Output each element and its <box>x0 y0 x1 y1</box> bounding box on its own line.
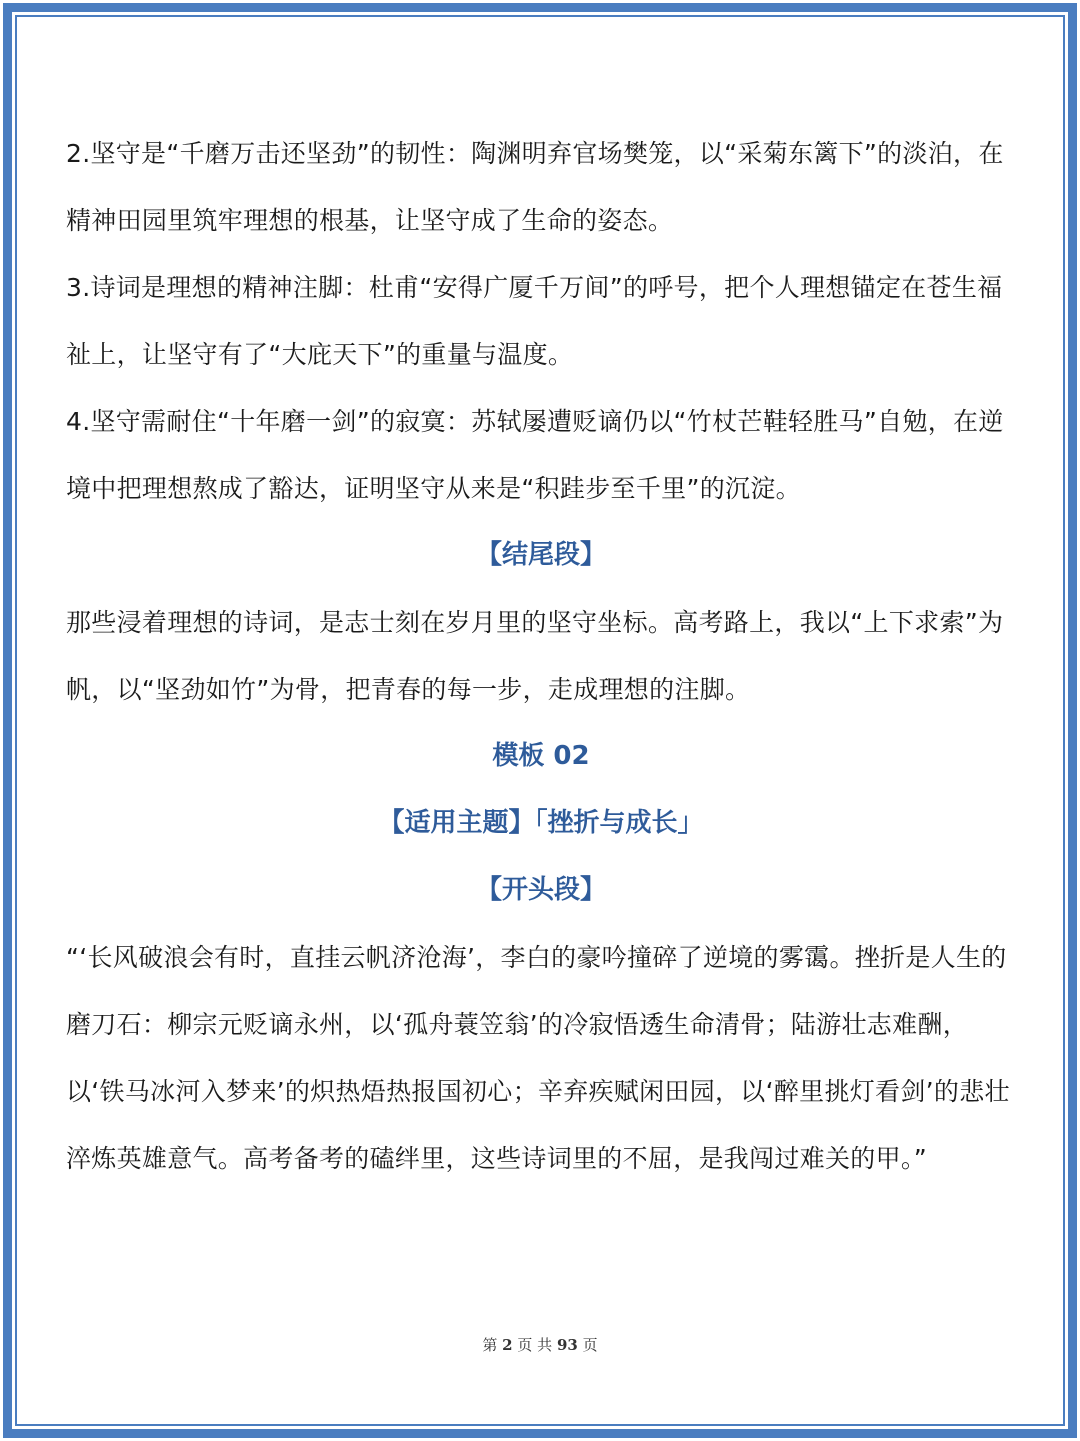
opening-section-heading: 【开头段】 <box>475 875 606 905</box>
paragraph-point-3: 3.诗词是理想的精神注脚：杜甫“安得广厦千万间”的呼号，把个人理想锚定在苍生福祉上，让坚守有了“大庇天下”的重量与温度。 <box>66 273 1003 369</box>
ending-paragraph: 那些浸着理想的诗词，是志士刻在岁月里的坚守坐标。高考路上，我以“上下求索”为帆，以“坚劲如竹”为骨，把青春的每一步，走成理想的注脚。 <box>66 608 1004 704</box>
paragraph-point-4: 4.坚守需耐住“十年磨一剑”的寂寞：苏轼屡遭贬谪仍以“竹杖芒鞋轻胜马”自勉，在逆境中把理想熬成了豁达，证明坚守从来是“积跬步至千里”的沉淀。 <box>66 407 1004 503</box>
paragraph-point-2: 2.坚守是“千磨万击还坚劲”的韧性：陶渊明弃官场樊笼，以“采菊东篱下”的淡泊，在精神田园里筑牢理想的根基，让坚守成了生命的姿态。 <box>66 139 1004 235</box>
footer-total-pages: 93 <box>556 1336 578 1354</box>
ending-section-heading: 【结尾段】 <box>475 540 606 570</box>
footer-suffix: 页 <box>582 1336 598 1354</box>
footer-middle: 页 共 <box>517 1336 553 1354</box>
footer-page-number: 2 <box>502 1336 513 1354</box>
opening-paragraph: “‘长风破浪会有时，直挂云帆济沧海’，李白的豪吟撞碎了逆境的雾霭。挫折是人生的磨刀石：柳宗元贬谪永州，以‘孤舟蓑笠翁’的冷寂悟透生命清骨；陆游壮志难酬，以‘铁马冰河入梦来’的炽热焐热报国初心；辛弃疾赋闲田园，以‘醉里挑灯看剑’的悲壮淬炼英雄意气。高考备考的磕绊里，这些诗词里的不屈，是我闯过难关的甲。” <box>66 943 1010 1173</box>
page-content <box>66 120 1016 1192</box>
template-title: 模板 02 <box>492 741 590 771</box>
page-footer <box>0 1334 1080 1355</box>
theme-heading: 【适用主题】「挫折与成长」 <box>378 808 704 838</box>
footer-prefix: 第 <box>482 1336 498 1354</box>
